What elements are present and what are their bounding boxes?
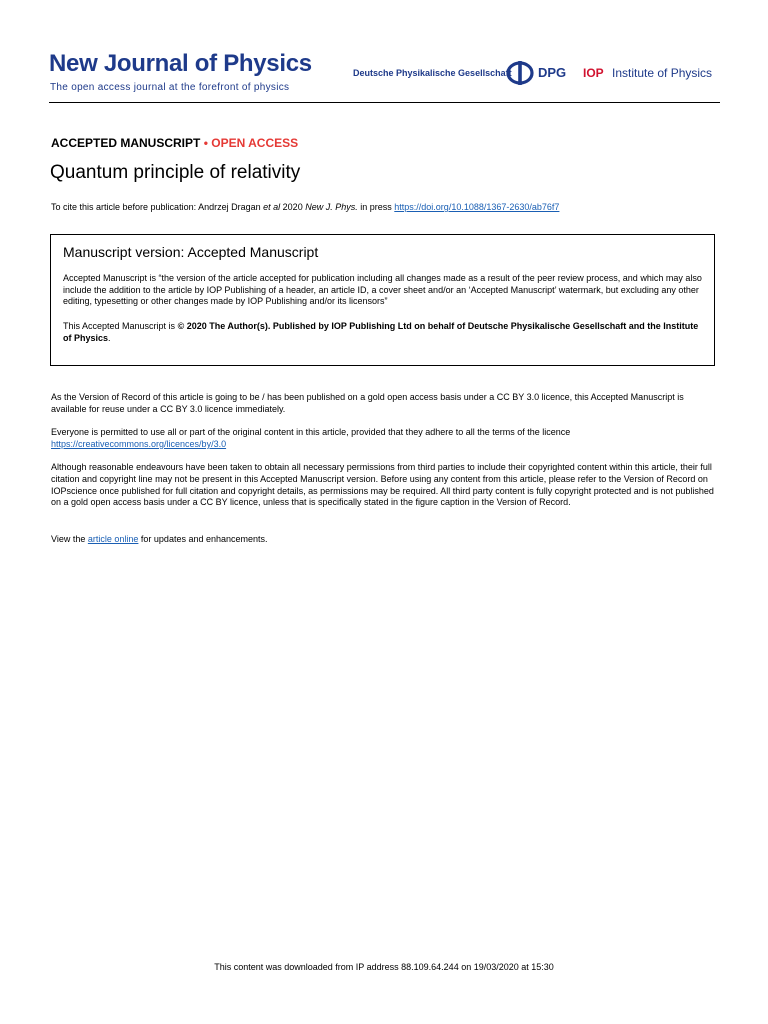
dpg-abbr: DPG xyxy=(538,65,567,80)
manuscript-version-heading: Manuscript version: Accepted Manuscript xyxy=(63,244,319,260)
journal-title: New Journal of Physics xyxy=(49,50,312,77)
citation-year: 2020 xyxy=(282,202,303,212)
third-party-paragraph: Although reasonable endeavours have been taken to obtain all necessary permissions from third parties to include their copyrighted content within this article, their full citation and copyright line may not be present in this Accepted Manuscript version. Before using any content from this article, please refer to the Version of Record on IOPscience once published for full citation and copyright details, as permissions may be required. All third party content is fully copyright protected and is not published on a gold open access basis under a CC BY licence, unless that is specifically stated in the figure caption in the Version of Record. xyxy=(51,462,714,508)
status-separator: • xyxy=(203,136,208,150)
view-online-paragraph xyxy=(51,534,719,546)
view-suffix: for updates and enhancements. xyxy=(140,534,268,544)
article-title: Quantum principle of relativity xyxy=(50,162,301,183)
article-online-link[interactable]: article online xyxy=(87,534,139,544)
licence-link[interactable]: https://creativecommons.org/licences/by/3.0 xyxy=(51,438,227,449)
iop-abbr: IOP xyxy=(583,66,604,80)
permission-paragraph xyxy=(51,427,719,451)
licence-paragraph: As the Version of Record of this article is going to be / has been published on a gold open access basis under a CC BY 3.0 licence, this Accepted Manuscript is available for reuse under a CC BY 3.0 licence immediately. xyxy=(51,392,684,414)
copyright-holder: © 2020 The Author(s). Published by IOP Publishing Ltd on behalf of Deutsche Physikalische Gesellschaft and the Institute of Physics xyxy=(63,321,699,343)
citation-status: in press xyxy=(360,202,392,212)
header-divider xyxy=(49,102,720,103)
accepted-manuscript-label: ACCEPTED MANUSCRIPT xyxy=(51,136,201,150)
citation-line xyxy=(51,202,559,212)
permission-text: Everyone is permitted to use all or part of the original content in this article, provided that they adhere to all the terms of the licence xyxy=(51,427,571,437)
citation-journal: New J. Phys. xyxy=(305,202,358,212)
journal-subtitle: The open access journal at the forefront of physics xyxy=(50,82,290,93)
manuscript-definition: Accepted Manuscript is “the version of the article accepted for publication including all changes made as a result of the peer review process, and which may also include the addition to the article by IOP Publishing of a header, an article ID, a cover sheet and/or an ‘Accepted Manuscript’ watermark, but excluding any other editing, typesetting or other changes made by IOP Publishing and/or its licensors” xyxy=(63,273,702,306)
doi-link[interactable]: https://doi.org/10.1088/1367-2630/ab76f7 xyxy=(394,202,560,212)
open-access-label: OPEN ACCESS xyxy=(211,136,299,150)
dpg-name: Deutsche Physikalische Gesellschaft xyxy=(353,68,512,78)
iop-name: Institute of Physics xyxy=(612,66,713,80)
download-footer: This content was downloaded from IP address 88.109.64.244 on 19/03/2020 at 15:30 xyxy=(214,962,554,972)
manuscript-version-box xyxy=(50,234,715,366)
copyright-prefix: This Accepted Manuscript is xyxy=(63,321,176,331)
copyright-statement xyxy=(63,321,708,344)
copyright-suffix: . xyxy=(108,332,111,343)
dpg-logo-icon xyxy=(506,61,534,85)
citation-etal: et al xyxy=(263,202,281,212)
citation-prefix: To cite this article before publication: Andrzej Dragan xyxy=(51,202,261,212)
view-prefix: View the xyxy=(51,534,86,544)
article-status-line xyxy=(51,136,298,150)
